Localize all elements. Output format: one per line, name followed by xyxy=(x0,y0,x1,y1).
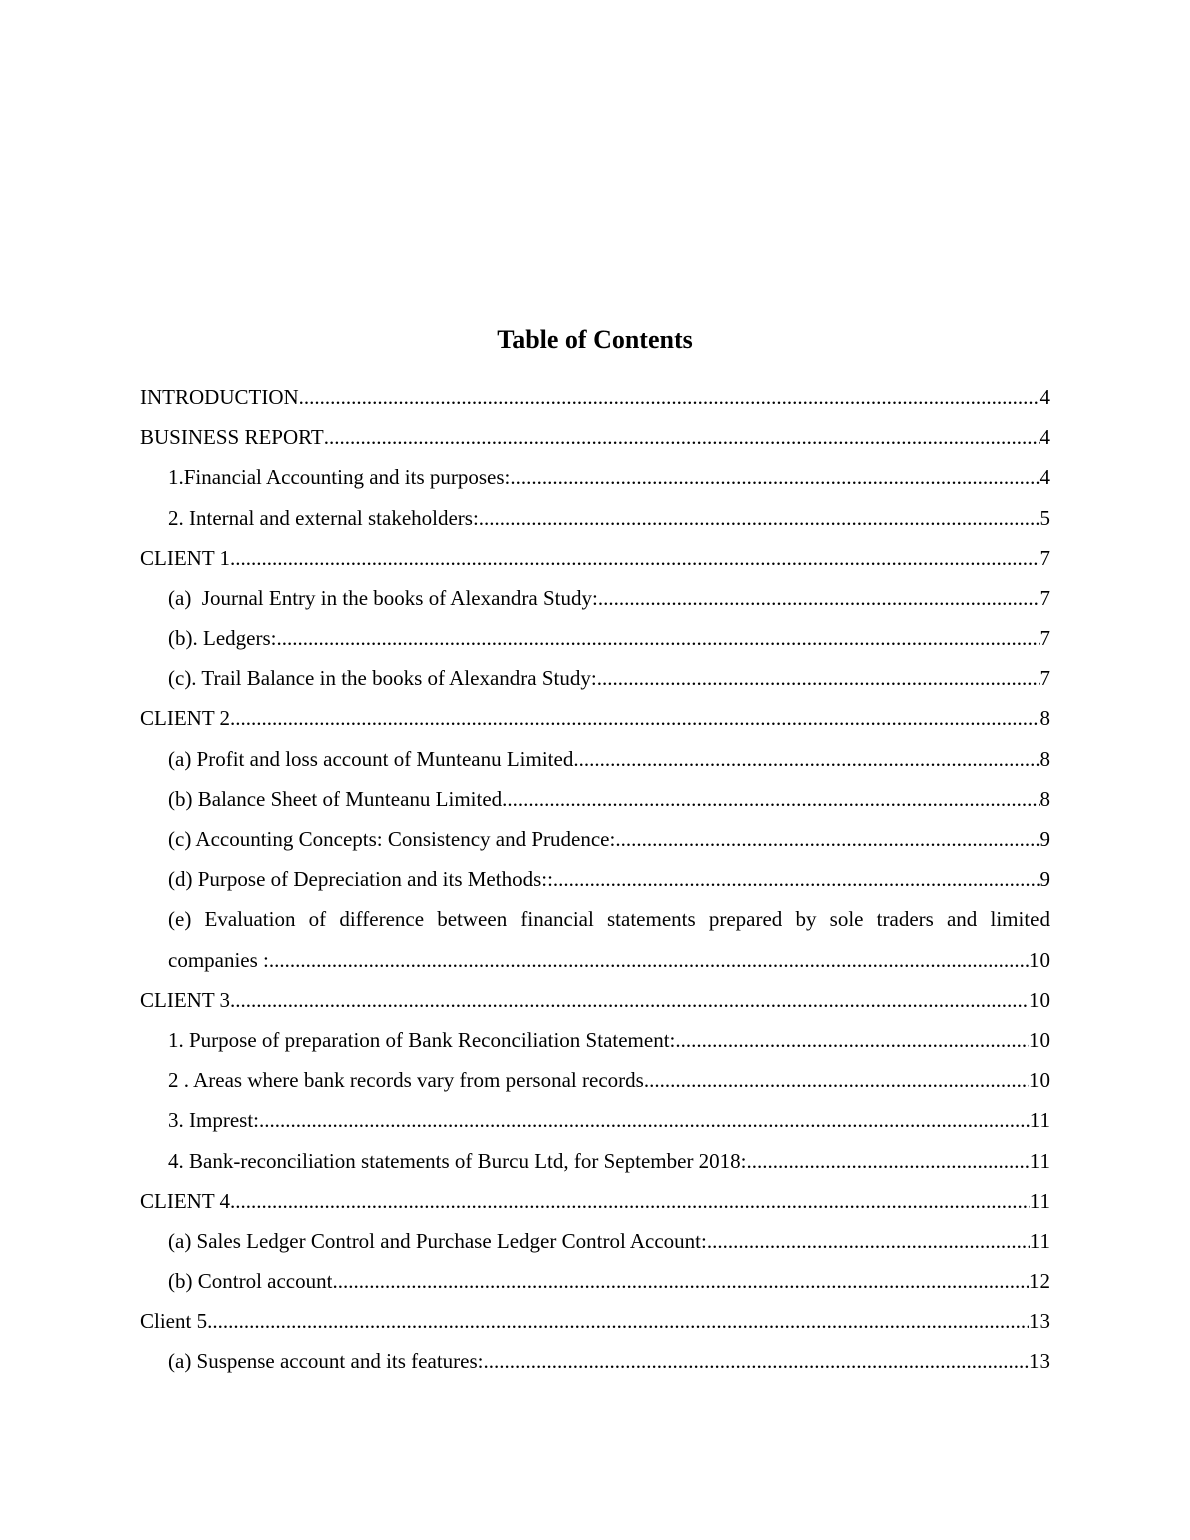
toc-entry-label: companies : xyxy=(168,947,269,972)
toc-leader-dots xyxy=(230,1181,1030,1221)
toc-entry-label: 3. Imprest: xyxy=(168,1108,259,1133)
toc-entry-balance-sheet[interactable] xyxy=(140,779,1050,819)
toc-leader-dots xyxy=(299,377,1040,417)
toc-entry-label: (d) Purpose of Depreciation and its Methods:: xyxy=(168,867,553,892)
toc-entry-client-5[interactable] xyxy=(140,1301,1050,1341)
toc-leader-dots xyxy=(597,658,1040,698)
toc-leader-dots xyxy=(269,940,1029,980)
toc-entry-introduction[interactable] xyxy=(140,377,1050,417)
toc-entry-client-3[interactable] xyxy=(140,980,1050,1020)
toc-entry-financial-accounting[interactable] xyxy=(140,457,1050,497)
toc-entry-label: Client 5 xyxy=(140,1309,208,1334)
toc-leader-dots xyxy=(615,819,1039,859)
toc-leader-dots xyxy=(553,859,1040,899)
toc-entry-label: 1. Purpose of preparation of Bank Reconciliation Statement: xyxy=(168,1027,676,1052)
toc-leader-dots xyxy=(479,498,1040,538)
toc-entry-label: 1.Financial Accounting and its purposes: xyxy=(168,465,511,490)
toc-entry-label: (a) Profit and loss account of Munteanu Limited xyxy=(168,746,574,771)
toc-leader-dots xyxy=(230,699,1039,739)
toc-entry-page: 12 xyxy=(1029,1269,1050,1294)
toc-entry-page: 10 xyxy=(1029,947,1050,972)
toc-entry-page: 8 xyxy=(1039,746,1050,771)
toc-list xyxy=(140,377,1050,1382)
toc-leader-dots xyxy=(207,1301,1029,1341)
toc-entry-page: 10 xyxy=(1029,1027,1050,1052)
toc-entry-label: CLIENT 2 xyxy=(140,706,231,731)
toc-entry-page: 11 xyxy=(1029,1188,1050,1213)
toc-entry-page: 4 xyxy=(1039,384,1050,409)
toc-entry-label: CLIENT 4 xyxy=(140,1188,231,1213)
toc-leader-dots xyxy=(502,779,1039,819)
toc-entry-label: (c) Accounting Concepts: Consistency and Prudence: xyxy=(168,827,616,852)
toc-entry-imprest[interactable] xyxy=(140,1100,1050,1140)
toc-entry-bank-records[interactable] xyxy=(140,1060,1050,1100)
toc-entry-ledgers[interactable] xyxy=(140,618,1050,658)
toc-leader-dots xyxy=(707,1221,1030,1261)
toc-entry-label: (b) Balance Sheet of Munteanu Limited xyxy=(168,786,503,811)
toc-leader-dots xyxy=(598,578,1040,618)
toc-entry-client-4[interactable] xyxy=(140,1181,1050,1221)
toc-entry-page: 7 xyxy=(1039,626,1050,651)
toc-entry-suspense-account[interactable] xyxy=(140,1342,1050,1382)
toc-entry-page: 8 xyxy=(1039,786,1050,811)
toc-entry-page: 4 xyxy=(1039,465,1050,490)
toc-entry-label: INTRODUCTION xyxy=(140,384,299,409)
toc-entry-label: BUSINESS REPORT xyxy=(140,425,324,450)
toc-entry-page: 9 xyxy=(1039,867,1050,892)
toc-entry-business-report[interactable] xyxy=(140,417,1050,457)
toc-entry-evaluation[interactable] xyxy=(140,940,1050,980)
toc-entry-label: (a) Journal Entry in the books of Alexandra Study: xyxy=(168,585,598,610)
toc-entry-page: 11 xyxy=(1029,1108,1050,1133)
toc-entry-profit-loss[interactable] xyxy=(140,739,1050,779)
toc-entry-page: 10 xyxy=(1029,1068,1050,1093)
toc-leader-dots xyxy=(483,1342,1029,1382)
toc-leader-dots xyxy=(259,1100,1030,1140)
toc-entry-label: (b). Ledgers: xyxy=(168,626,277,651)
toc-entry-page: 8 xyxy=(1039,706,1050,731)
toc-entry-label: (a) Sales Ledger Control and Purchase Ledger Control Account: xyxy=(168,1228,707,1253)
toc-entry-label: (a) Suspense account and its features: xyxy=(168,1349,484,1374)
toc-leader-dots xyxy=(573,739,1039,779)
toc-entry-bank-reconciliation-purpose[interactable] xyxy=(140,1020,1050,1060)
toc-entry-page: 9 xyxy=(1039,827,1050,852)
toc-entry-page: 7 xyxy=(1039,666,1050,691)
toc-entry-label: 4. Bank-reconciliation statements of Burcu Ltd, for September 2018: xyxy=(168,1148,747,1173)
toc-leader-dots xyxy=(324,417,1040,457)
toc-entry-page: 13 xyxy=(1029,1309,1050,1334)
toc-leader-dots xyxy=(510,457,1039,497)
toc-entry-page: 13 xyxy=(1029,1349,1050,1374)
toc-leader-dots xyxy=(332,1261,1029,1301)
toc-entry-label: (c). Trail Balance in the books of Alexandra Study: xyxy=(168,666,597,691)
toc-entry-label: CLIENT 3 xyxy=(140,987,231,1012)
toc-leader-dots xyxy=(644,1060,1029,1100)
toc-entry-control-account[interactable] xyxy=(140,1261,1050,1301)
page-title: Table of Contents xyxy=(497,325,693,354)
toc-leader-dots xyxy=(230,980,1029,1020)
toc-entry-stakeholders[interactable] xyxy=(140,498,1050,538)
toc-entry-burcu-statements[interactable] xyxy=(140,1141,1050,1181)
toc-entry-label: 2 . Areas where bank records vary from personal records xyxy=(168,1068,644,1093)
toc-entry-depreciation[interactable] xyxy=(140,859,1050,899)
toc-entry-journal-entry[interactable] xyxy=(140,578,1050,618)
toc-entry-label: CLIENT 1 xyxy=(140,545,231,570)
toc-entry-client-2[interactable] xyxy=(140,699,1050,739)
toc-entry-page: 4 xyxy=(1039,425,1050,450)
toc-entry-accounting-concepts[interactable] xyxy=(140,819,1050,859)
toc-entry-page: 10 xyxy=(1029,987,1050,1012)
toc-entry-evaluation-line1[interactable]: (e) Evaluation of difference between financial statements prepared by sole traders and limited xyxy=(168,907,1050,932)
toc-entry-page: 7 xyxy=(1039,545,1050,570)
toc-entry-label: 2. Internal and external stakeholders: xyxy=(168,505,479,530)
toc-entry-client-1[interactable] xyxy=(140,538,1050,578)
toc-leader-dots xyxy=(230,538,1039,578)
toc-entry-label: (b) Control account xyxy=(168,1269,333,1294)
toc-leader-dots xyxy=(675,1020,1029,1060)
toc-entry-page: 5 xyxy=(1039,505,1050,530)
toc-entry-page: 7 xyxy=(1039,585,1050,610)
toc-entry-ledger-control[interactable] xyxy=(140,1221,1050,1261)
toc-entry-page: 11 xyxy=(1029,1148,1050,1173)
toc-entry-page: 11 xyxy=(1029,1228,1050,1253)
toc-entry-trail-balance[interactable] xyxy=(140,658,1050,698)
toc-leader-dots xyxy=(276,618,1039,658)
toc-leader-dots xyxy=(747,1141,1030,1181)
